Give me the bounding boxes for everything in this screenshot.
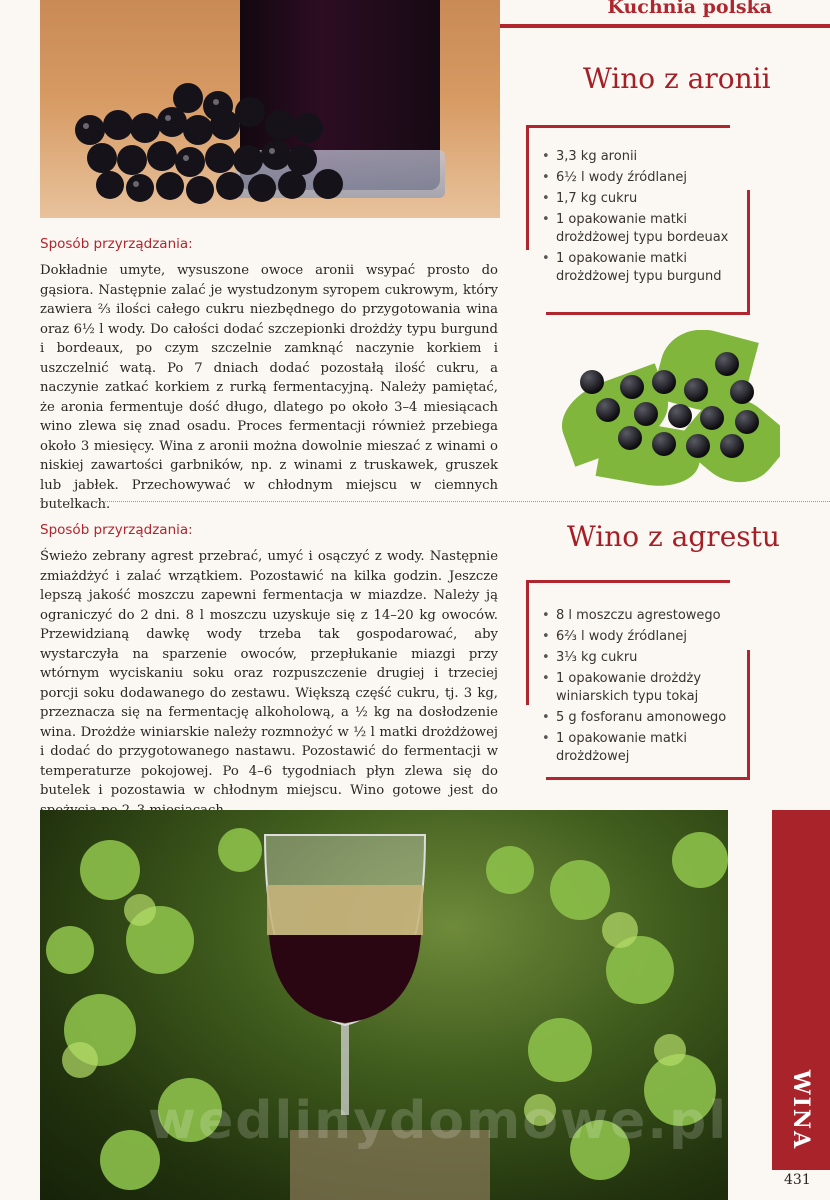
- list-item: • 6⅔ l wody źródlanej: [540, 628, 740, 646]
- berry: [715, 352, 739, 376]
- recipe2-method-label: Sposób przyrządzania:: [40, 522, 193, 538]
- list-item: • 1 opakowanie drożdży winiarskich typu tokaj: [540, 670, 740, 706]
- recipe1-method-label: Sposób przyrządzania:: [40, 236, 193, 252]
- header-rule: [500, 24, 830, 28]
- list-item: • 1 opakowanie matki drożdżowej typu burgund: [540, 250, 740, 286]
- list-item: • 1,7 kg cukru: [540, 190, 740, 208]
- list-item: • 6½ l wody źródlanej: [540, 169, 740, 187]
- berry: [700, 406, 724, 430]
- frame-top: [526, 125, 730, 128]
- list-item: • 3,3 kg aronii: [540, 148, 740, 166]
- recipe1-ingredients-box: [526, 125, 730, 315]
- recipe2-title: Wino z agrestu: [567, 520, 780, 553]
- list-item: • 5 g fosforanu amonowego: [540, 709, 740, 727]
- recipe1-ingredient-list: [540, 148, 740, 289]
- page-number: 431: [784, 1172, 811, 1188]
- section-divider: [40, 501, 830, 502]
- frame-bottom: [546, 312, 750, 315]
- aronia-leaves-photo: [560, 330, 780, 490]
- recipe1-method-text: Dokładnie umyte, wysuszone owoce aronii wsypać prosto do gąsiora. Następnie zalać je wystudzonym syropem cukrowym, który zawiera ⅔ ilości całego cukru niezbędnego do przygotowania wina oraz 6½ l wody. Do całości dodać szczepionki drożdży typu burgund i bordeaux, po czym szczelnie zamknąć naczynie korkiem i uszczelnić watą. Po 7 dniach dodać pozostałą ilość cukru, a naczynie zatkać korkiem z rurką fermentacyjną. Należy pamiętać, że aronia fermentuje dość długo, dlatego po około 3–4 miesiącach wino zlewa się znad osadu. Proces fermentacji również przebiega około 3 miesięcy. Wina z aronii można dowolnie mieszać z winami o niskiej zawartości garbników, np. z winami z truskawek, gruszek lub jabłek. Przechowywać w chłodnym miejscu w ciemnych butelkach.: [40, 263, 498, 512]
- frame-top: [526, 580, 730, 583]
- recipe2-method-text: Świeżo zebrany agrest przebrać, umyć i osączyć z wody. Następnie zmiażdżyć i zalać wrzątkiem. Pozostawić na kilka godzin. Jeszcze lepszą jakość moszczu zapewni fermentacja w miazdze. Należy ją ograniczyć do 2 dni. 8 l moszczu uzyskuje się z 14–20 kg owoców. Przewidzianą dawkę wody trzeba tak gospodarować, aby wystarczyła na sparzenie owoców, przepłukanie miazgi przy wtórnym wyciskaniu soku oraz rozpuszczenie drugiej i trzeciej porcji soku dodawanego do zestawu. Większą część cukru, tj. 3 kg, przeznacza się na fermentację alkoholową, a ½ kg na dosłodzenie wina. Drożdże winiarskie należy rozmnożyć w ½ l matki drożdżowej i dodać do przygotowanego nastawu. Pozostawić do fermentacji w temperaturze pokojowej. Po 4–6 tygodniach płyn zlewa się do butelek i pozostawia w chłodnym miejscu. Wino gotowe jest do: [40, 549, 498, 798]
- berry: [720, 434, 744, 458]
- list-item: • 3⅓ kg cukru: [540, 649, 740, 667]
- frame-left: [526, 580, 529, 705]
- recipe2-ingredients-box: [526, 580, 730, 780]
- watermark-text: wedlinydomowe.pl: [148, 1091, 728, 1151]
- aronia-glass-photo: [40, 0, 500, 218]
- wine-glass-illustration: [255, 825, 435, 1125]
- berry: [618, 426, 642, 450]
- berry: [684, 378, 708, 402]
- list-item: • 8 l moszczu agrestowego: [540, 607, 740, 625]
- recipe1-title: Wino z aronii: [583, 62, 771, 95]
- berry: [735, 410, 759, 434]
- gooseberry-wine-photo: [40, 810, 728, 1200]
- berry: [580, 370, 604, 394]
- frame-bottom: [546, 777, 750, 780]
- berry: [730, 380, 754, 404]
- frame-right: [747, 190, 750, 315]
- frame-left: [526, 125, 529, 250]
- section-header-title: Kuchnia polska: [607, 0, 772, 18]
- list-item: • 1 opakowanie matki drożdżowej: [540, 730, 740, 766]
- berry: [652, 370, 676, 394]
- recipe2-ingredient-list: [540, 607, 740, 769]
- side-tab-label: [772, 1060, 830, 1160]
- berry: [634, 402, 658, 426]
- aronia-berries-illustration: [40, 0, 500, 218]
- berry: [620, 375, 644, 399]
- berry: [596, 398, 620, 422]
- berry: [652, 432, 676, 456]
- side-tab-text: WINA: [788, 1069, 814, 1151]
- berry: [686, 434, 710, 458]
- berry: [668, 404, 692, 428]
- list-item: • 1 opakowanie matki drożdżowej typu bordeuax: [540, 211, 740, 247]
- frame-right: [747, 650, 750, 780]
